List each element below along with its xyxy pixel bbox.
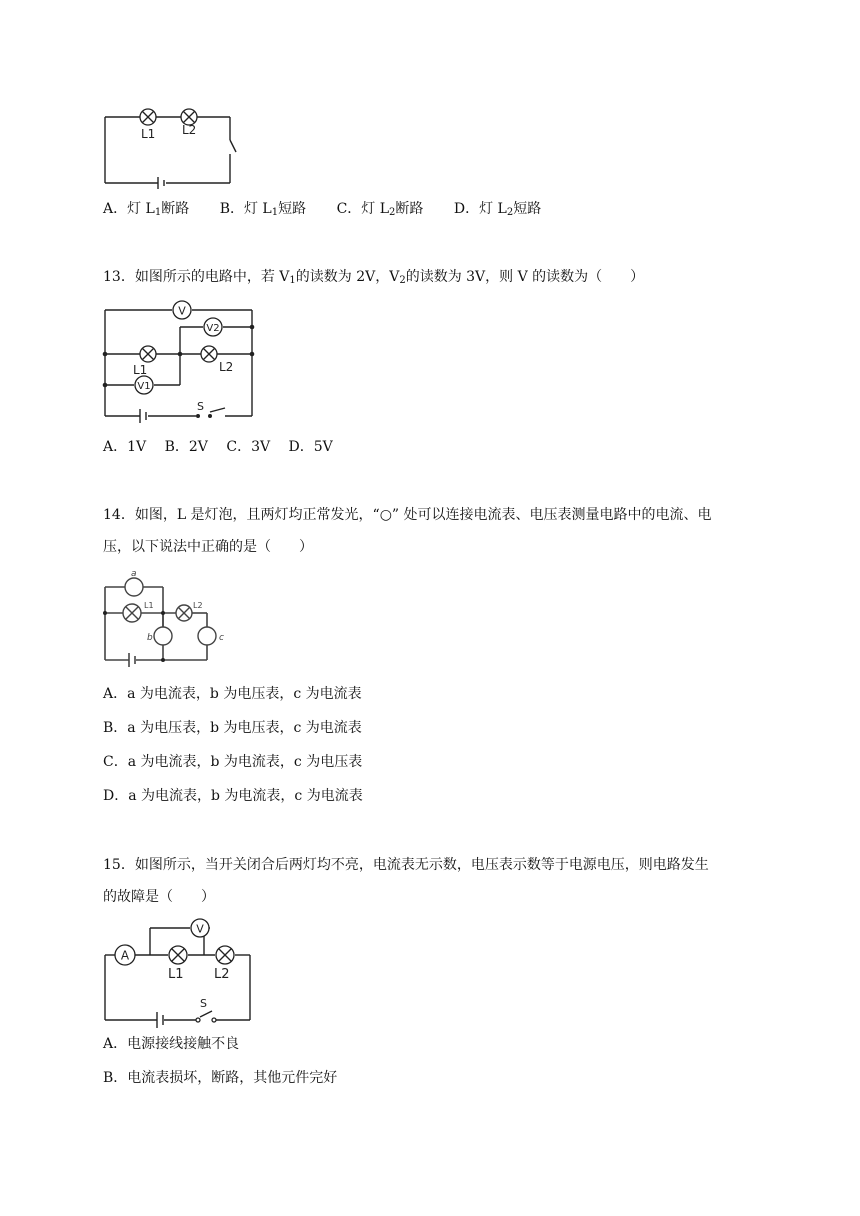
lamp-l2-icon [176, 605, 192, 621]
q15-stem-line-2: 的故障是（ ） [103, 889, 215, 905]
label-c: c [219, 633, 224, 643]
label-l2: L2 [214, 967, 230, 982]
label-l2: L2 [182, 123, 197, 137]
q15-option-a[interactable]: A．电源接线接触不良 [103, 1036, 240, 1052]
label-l1: L1 [141, 127, 156, 141]
q12-option-d[interactable]: D．灯 $L_2$短路 [453, 201, 542, 218]
q13-stem: 13．如图所示的电路中，若 $V_1$的读数为 2V，$V_2$的读数为 3V，则 V 的读数为（ ） [103, 269, 645, 286]
meter-c-icon [198, 627, 216, 645]
q14-stem-line-1: 14．如图，L 是灯泡，且两灯均正常发光，“○” 处可以连接电流表、电压表测量电路中的电流、电 [103, 507, 712, 523]
lamp-l2-icon [201, 346, 217, 362]
q12-circuit-diagram [100, 100, 240, 190]
q14-option-a[interactable]: A．a 为电流表，b 为电压表，c 为电流表 [103, 686, 362, 702]
q14-option-b[interactable]: B．a 为电压表，b 为电压表，c 为电流表 [103, 720, 362, 736]
q13-option-b[interactable]: B．2V [164, 439, 208, 455]
q12-option-b[interactable]: B．灯 $L_1$短路 [219, 201, 307, 218]
ammeter-a-icon [115, 945, 135, 965]
q12-option-c[interactable]: C．灯 $L_2$断路 [336, 201, 424, 218]
meter-a-label: A [120, 948, 130, 963]
q15-option-b[interactable]: B．电流表损坏，断路，其他元件完好 [103, 1070, 338, 1086]
q13-option-d[interactable]: D．5V [288, 439, 333, 455]
q14-option-c[interactable]: C．a 为电流表，b 为电流表，c 为电压表 [103, 754, 363, 770]
q14-stem-line-2: 压，以下说法中正确的是（ ） [103, 539, 313, 555]
label-l1: L1 [144, 601, 154, 610]
meter-v-label: V [196, 922, 204, 936]
q15-stem-line-1: 15．如图所示，当开关闭合后两灯均不亮，电流表无示数，电压表示数等于电源电压，则电路发生 [103, 857, 709, 873]
lamp-l2-icon [216, 946, 234, 964]
label-l1: L1 [133, 363, 148, 377]
label-switch-s: S [197, 400, 204, 413]
q12-options [103, 199, 567, 219]
q14-option-d[interactable]: D．a 为电流表，b 为电流表，c 为电流表 [103, 788, 363, 804]
meter-v1-label: V1 [137, 381, 151, 392]
lamp-l1-icon [140, 346, 156, 362]
meter-b-icon [154, 627, 172, 645]
voltmeter-v1-icon [135, 376, 153, 394]
lamp-l1-icon [140, 109, 156, 125]
meter-v-label: V [178, 304, 186, 318]
lamp-l1-icon [123, 604, 141, 622]
label-l2: L2 [219, 360, 234, 374]
q13-options [103, 437, 347, 457]
q13-option-c[interactable]: C．3V [226, 439, 271, 455]
q13-option-a[interactable]: A．1V [103, 439, 147, 455]
lamp-l1-icon [169, 946, 187, 964]
voltmeter-v2-icon [204, 318, 222, 336]
voltmeter-v-icon [173, 301, 191, 319]
q13-circuit-diagram [100, 296, 260, 421]
q14-circuit-diagram [100, 570, 225, 665]
voltmeter-v-icon [191, 919, 209, 937]
label-switch-s: S [200, 997, 207, 1010]
label-l1: L1 [168, 967, 184, 982]
label-l2: L2 [193, 601, 203, 610]
q12-option-a[interactable]: A．灯 $L_1$断路 [103, 201, 190, 218]
meter-a-icon [125, 578, 143, 596]
q15-circuit-diagram [100, 915, 260, 1035]
label-b: b [147, 633, 153, 643]
label-a: a [131, 569, 137, 579]
meter-v2-label: V2 [206, 323, 220, 334]
